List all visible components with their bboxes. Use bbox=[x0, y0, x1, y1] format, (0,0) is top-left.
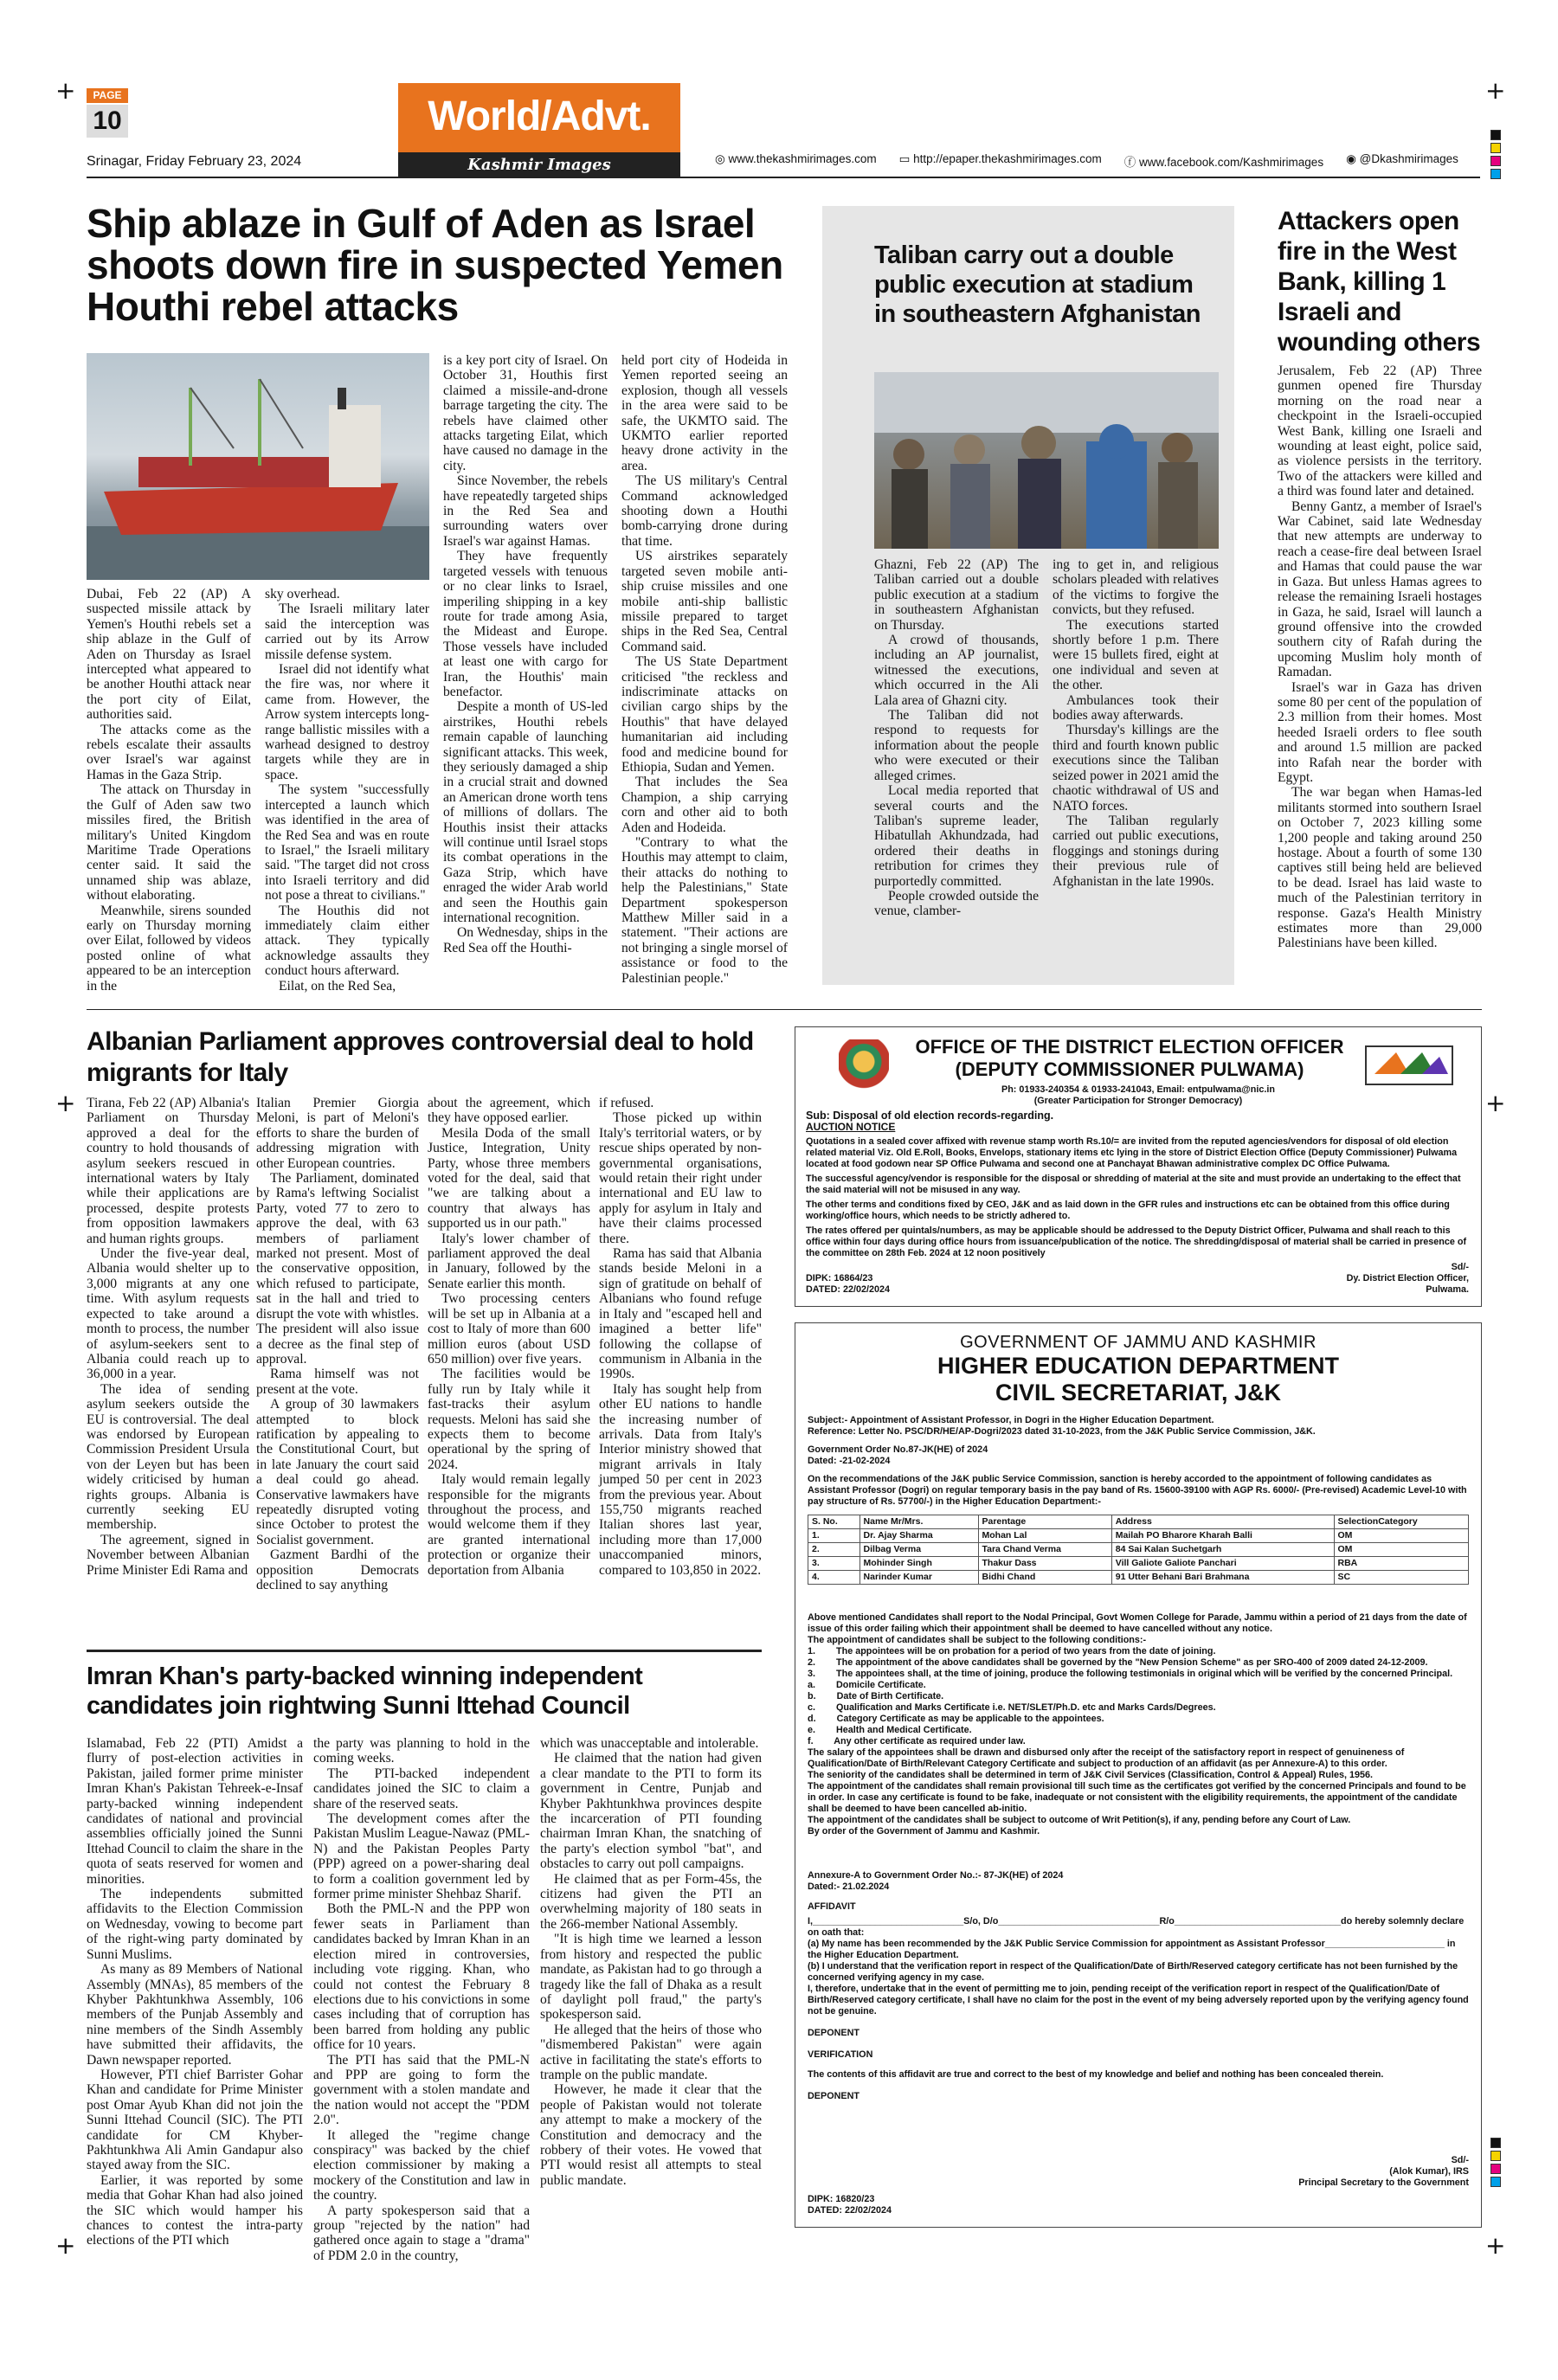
table-header: S. No. bbox=[808, 1515, 860, 1529]
epaper-link[interactable]: ▭ http://epaper.thekashmirimages.com bbox=[898, 152, 1102, 165]
crop-mark: + bbox=[1485, 1089, 1506, 1117]
story-divider bbox=[87, 1650, 762, 1652]
jk-emblem bbox=[839, 1039, 889, 1095]
albania-headline: Albanian Parliament approves controversial deal to hold migrants for Italy bbox=[87, 1027, 754, 1087]
table-header-row bbox=[808, 1515, 1469, 1529]
paper-name-bar bbox=[398, 152, 680, 178]
imran-col-3: which was unacceptable and intolerable. He claimed that the nation had given a clear mandate to the PTI to form its government in Centre, Punjab and Khyber Pakhtunkhwa provinces despite the incarceration of PTI founding chairman Imran Khan, the snatching of the party's election symbol "bat", and obstacles to carry out poll campaigns. He claimed that as per Form-45s, the citizens had given the PTI an overwhelming majority of 180 seats in the 266-member National Assembly. "It is high time we learned a lesson from history and respected the public mandate, as Pakistan had to go through a tragedy like the fall of Dhaka as a result of daylight poll fraud," the party's spokesperson said. He alleged that the heirs of those who "dismembered Pakistan" were again active in facilitating the state's efforts to trample on the public mandate. However, he made it clear that the people of Pakistan would not tolerate any attempt to make a mockery of the Constitution and democracy and the robbery of their votes. He vowed that PTI would resist all attempts to steal public mandate. bbox=[540, 1736, 762, 2188]
section-divider bbox=[87, 1009, 1482, 1010]
affidavit-title: AFFIDAVIT bbox=[808, 1901, 856, 1912]
facebook-icon: ⓕ bbox=[1123, 156, 1139, 169]
eci-logo bbox=[1362, 1039, 1457, 1091]
ad2-sd: Sd/- bbox=[1451, 2155, 1469, 2165]
masthead-rule bbox=[87, 177, 1480, 178]
ad2-secretariat: CIVIL SECRETARIAT, J&K bbox=[995, 1380, 1282, 1405]
ad2-dipk: DIPK: 16820/23 bbox=[808, 2194, 875, 2204]
ship-col-2: sky overhead. The Israeli military later said the interception was carried out by its Arrow missile defense system. Israel did not identify what the fire was, nor where it came from. However, the Arrow system intercepts long-range ballistic missiles with a warhead designed to destroy targets while they are in space. The system "successfully intercepted a launch which was identified in the area of the Red Sea and was en route to Israel," the Israeli military said. "The target did not cross into Israeli territory and did not pose a threat to civilians." The Houthis did not immediately claim either attack. They typically acknowledge assaults they conduct hours afterward. Eilat, on the Red Sea, bbox=[265, 587, 429, 994]
table-row: 3. Mohinder Singh Thakur Dass Vill Galiote Galiote Panchari RBA bbox=[808, 1557, 1469, 1571]
election-office-para: The successful agency/vendor is responsible for the disposal or shredding of material at the site and must provide an undertaking to the effect that the said material will not be misused in any way. bbox=[806, 1174, 1461, 1195]
imran-headline: Imran Khan's party-backed winning independent candidates join rightwing Sunni Ittehad Council bbox=[87, 1663, 643, 1720]
table-header: Address bbox=[1111, 1515, 1334, 1529]
crop-mark: + bbox=[1485, 76, 1506, 105]
albania-col-4: if refused. Those picked up within Italy's territorial waters, or by rescue ships operated by non-governmental organisations, would retain their right under international and EU law to apply for asylum in Italy and have their claims processed there. Rama has said that Albania stands beside Meloni in a sign of gratitude on behalf of Albanians who found refuge in Italy and "escaped hell and imagined a better life" following the collapse of communism in Albania in the 1990s. Italy has sought help from other EU nations to handle the increasing number of arrivals. Data from Italy's Interior ministry showed that migrant arrivals in Italy jumped 50 per cent in 2023 from the previous year. About 155,750 migrants reached Italian shores last year, including more than 17,000 unaccompanied minors, compared to 103,850 in 2022. bbox=[599, 1096, 762, 1578]
ad2-signer-title: Principal Secretary to the Government bbox=[1298, 2177, 1469, 2188]
taliban-col-2: ing to get in, and religious scholars pleaded with relatives of the victims to forgive the convicts, but they refused. The executions started shortly before 1 p.m. There were 15 bullets fired, eight at one individual and seven at the other. Ambulances took their bodies away afterwards. Thursday's killings are the third and fourth known public executions since the Taliban seized power in 2021 amid the chaotic withdrawal of US and NATO forces. The Taliban regularly carried out public executions, floggings and stonings during their previous rule of Afghanistan in the late 1990s. bbox=[1053, 557, 1219, 889]
twitter-link[interactable]: ◉ @Dkashmirimages bbox=[1346, 152, 1458, 165]
election-office-para: The other terms and conditions fixed by CEO, J&K and as laid down in the GFR rules and instructions etc can be obtained from this office during working/office hours, which needs to be strictly adhered to. bbox=[806, 1200, 1450, 1221]
dateline: Srinagar, Friday February 23, 2024 bbox=[87, 154, 302, 169]
election-office-subject: Sub: Disposal of old election records-regarding. bbox=[806, 1110, 1054, 1122]
annexure-date: Dated:- 21.02.2024 bbox=[808, 1881, 890, 1892]
albania-col-1: Tirana, Feb 22 (AP) Albania's Parliament on Thursday approved a deal for the country to hold thousands of asylum seekers rescued in international waters by Italy while their applications are processed, despite protests from opposition lawmakers and human rights groups. Under the five-year deal, Albania would shelter up to 3,000 migrants at any one time. With asylum requests expected to take around a month to process, the number of asylum-seekers sent to Albania could reach up to 36,000 in a year. The idea of sending asylum seekers outside the EU is controversial. The deal was endorsed by European Commission President Ursula von der Leyen but has been widely criticised by human rights groups. Albania is currently seeking EU membership. The agreement, signed in November between Albanian Prime Minister Edi Rama and bbox=[87, 1096, 249, 1578]
affidavit-text: I,_____________________________S/o, D/o_______________________________R/o________________________________do hereby solemnly declare on oath that: (a) My name has been recommended by the J&K Public Service Commission for appointment as Assistant Professor_______________________ in the Higher Education Department. (b) I understand that the verification report in respect of the Qualification/Date of Birth/Reserved category certificate has not been furnished by the concerned verifying agency in my case. I, therefore, undertake that in the event of permitting me to join, pending receipt of the verification report in respect of the Qualification/Date of Birth/Reserved category certificate, I shall have no claim for the post in the event of my being adversely reported upon by the verifying agency found not be genuine. bbox=[808, 1916, 1469, 2017]
ship-col-1: Dubai, Feb 22 (AP) A suspected missile attack by Yemen's Houthi rebels set a ship ablaze in the Gulf of Aden on Thursday as Israel intercepted what appeared to be another Houthi attack near the port city of Eilat, authorities said. The attacks come as the rebels escalate their assaults over Israel's war against Hamas in the Gaza Strip. The attack on Thursday in the Gulf of Aden saw two missiles fired, the British military's United Kingdom Maritime Trade Operations center said. It said the unnamed ship was ablaze, without elaborating. Meanwhile, sirens sounded early on Thursday morning over Eilat, followed by videos posted online of what appeared to be an interception in the bbox=[87, 587, 251, 994]
taliban-col-1: Ghazni, Feb 22 (AP) The Taliban carried out a double public execution at a stadium in southeastern Afghanistan on Thursday. A crowd of thousands, including an AP journalist, witnessed the executions, which occurred in the Ali Lala area of Ghazni city. The Taliban did not respond to requests for information about the people who were executed or their alleged crimes. Local media reported that several courts and the Taliban's supreme leader, Hibatullah Akhundzada, had ordered their deaths in retribution for crimes they purportedly committed. People crowded outside the venue, clamber- bbox=[874, 557, 1039, 919]
candidates-table bbox=[808, 1515, 1469, 1585]
ship-illustration bbox=[87, 353, 429, 580]
table-row: 2. Dilbag Verma Tara Chand Verma 84 Sai Kalan Suchetgarh OM bbox=[808, 1543, 1469, 1557]
paper-name: Kashmir Images bbox=[467, 156, 611, 174]
annexure-label: Annexure-A to Government Order No.:- 87-JK(HE) of 2024 bbox=[808, 1870, 1064, 1881]
crop-mark: + bbox=[55, 2231, 76, 2260]
ad2-order-date: Dated: -21-02-2024 bbox=[808, 1456, 891, 1466]
election-office-place: Pulwama. bbox=[1426, 1284, 1469, 1295]
table-row: 1. Dr. Ajay Sharma Mohan Lal Mailah PO Bharore Kharah Balli OM bbox=[808, 1529, 1469, 1543]
taliban-headline: Taliban carry out a double public execution at stadium in southeastern Afghanistan bbox=[874, 241, 1201, 328]
imran-col-1: Islamabad, Feb 22 (PTI) Amidst a flurry of post-election activities in Pakistan, jailed former prime minister Imran Khan's Pakistan Tehreek-e-Insaf party-backed winning independent candidates of national and provincial assemblies officially joined the Sunni Ittehad Council to claim the share in the quota of seats reserved for women and minorities. The independents submitted affidavits to the Election Commission on Wednesday, vowing to become part of the right-wing party dominated by Sunni Muslims. As many as 89 Members of National Assembly (MNAs), 85 members of the Khyber Pakhtunkhwa Assembly, 106 members of the Punjab Assembly and nine members of the Sindh Assembly have submitted their affidavits, the Dawn newspaper reported. However, PTI chief Barrister Gohar Khan and candidate for Prime Minister post Omar Ayub Khan did not join the Sunni Ittehad Council (SIC). The PTI candidate for CM Khyber-Pakhtunkhwa Ali Amin Gandapur also stayed away from the SIC. Earlier, it was reported by some media that Gohar Khan had also joined the SIC which would hamper his chances to contest the intra-party elections of the PTI which bbox=[87, 1736, 303, 2248]
verification-label: VERIFICATION bbox=[808, 2049, 873, 2060]
ship-col-3: is a key port city of Israel. On October 31, Houthis first claimed a missile-and-drone barrage targeting the city. The rebels have claimed other attacks targeting Eilat, which have caused no damage in the city. Since November, the rebels have repeatedly targeted ships in the Red Sea and surrounding waters over Israel's war against Hamas. They have frequently targeted vessels with tenuous or no clear links to Israel, imperiling shipping in a key route for trade among Asia, the Mideast and Europe. Those vessels have included at least one with cargo for Iran, the Houthis' main benefactor. Despite a month of US-led airstrikes, Houthi rebels remain capable of launching significant attacks. This week, they seriously damaged a ship in a crucial strait and downed an American drone worth tens of millions of dollars. The Houthis insist their attacks will continue until Israel stops its combat operations in the Gaza Strip, which have enraged the wider Arab world and seen the Houthis gain international recognition. On Wednesday, ships in the Red Sea off the Houthi- bbox=[443, 353, 608, 955]
election-office-tagline: (Greater Participation for Stronger Democracy) bbox=[1033, 1096, 1243, 1106]
ad2-subject: Subject:- Appointment of Assistant Professor, in Dogri in the Higher Education Department. bbox=[808, 1415, 1214, 1425]
ad2-signer: (Alok Kumar), IRS bbox=[1389, 2166, 1469, 2177]
table-header: Parentage bbox=[978, 1515, 1111, 1529]
ship-col-4: held port city of Hodeida in Yemen reported seeing an explosion, though all vessels in the area were said to be safe, the UKMTO said. The UKMTO earlier reported heavy drone activity in the area. The US military's Central Command acknowledged shooting down a Houthi bomb-carrying drone during that time. US airstrikes separately targeted seven mobile anti-ship cruise missiles and one mobile anti-ship ballistic missile prepared to target ships in the Red Sea, Central Command said. The US State Department criticised "the reckless and indiscriminate attacks on civilian cargo ships by the Houthis" that have delayed humanitarian aid including food and medicine bound for Ethiopia, Sudan and Yemen. That includes the Sea Champion, a ship carrying corn and other aid to both Aden and Hodeida. "Contrary to what the Houthis may attempt to claim, their attacks do nothing to help the Palestinians," State Department spokesperson Matthew Miller said in a statement. "Their actions are not bringing a single morsel of assistance or food to the Palestinian people." bbox=[621, 353, 788, 986]
crop-mark: + bbox=[55, 76, 76, 105]
twitter-icon: ◉ bbox=[1346, 152, 1360, 165]
imran-col-2: the party was planning to hold in the coming weeks. The PTI-backed independent candidates joined the SIC to claim a share of the reserved seats. The development comes after the Pakistan Muslim League-Nawaz (PML-N) and the Pakistan Peoples Party (PPP) agreed on a power-sharing deal to form a coalition government led by former prime minister Shehbaz Sharif. Both the PML-N and the PPP won fewer seats in Parliament than candidates backed by Imran Khan in an election mired in controversies, including vote rigging. Khan, who could not contest the February 8 elections due to his convictions in some cases including that of corruption has been barred from holding any public office for 10 years. The PTI has said that the PML-N and PPP are going to form the government with a stolen mandate and the nation would not accept the "PDM 2.0". It alleged the "regime change conspiracy" was backed by the chief election commissioner by making a mockery of the Constitution and law in the country. A party spokesperson said that a group "rejected by the nation" had gathered once again to stage a "drama" of PDM 2.0 in the country, bbox=[313, 1736, 530, 2263]
crop-mark: + bbox=[1485, 2231, 1506, 2260]
web-link[interactable]: ◎ www.thekashmirimages.com bbox=[715, 152, 877, 165]
ad2-intro: On the recommendations of the J&K public Service Commission, sanction is hereby accorded to the appointment of following candidates as Assistant Professor (Dogri) on regular temporary basis in the pay band of Rs. 15600-39100 with AGP Rs. 6000/- (Pre-revised) Academic Level-10 with pay structure of Rs. 57700/-) in the Higher Education Department:- bbox=[808, 1474, 1467, 1507]
crowd-illustration bbox=[874, 372, 1219, 549]
ad2-order-number: Government Order No.87-JK(HE) of 2024 bbox=[808, 1444, 988, 1455]
albania-col-3: about the agreement, which they have opposed earlier. Mesila Doda of the small Justice, Integration, Unity Party, whose three members voted for the deal, said that "we are talking about a country that always has supported us in our path." Italy's lower chamber of parliament approved the deal in January, followed by the Senate earlier this month. Two processing centers will be set up in Albania at a cost to Italy of more than 600 million euros (about USD 650 million) over five years. The facilities would be fully run by Italy while it fast-tracks their asylum requests. Meloni has said she expects them to become operational by the spring of 2024. Italy would remain legally responsible for the migrants throughout the process, and would welcome them if they are granted international protection or organize their deportation from Albania bbox=[428, 1096, 590, 1578]
westbank-col-1: Jerusalem, Feb 22 (AP) Three gunmen opened fire Thursday morning on the road near a checkpoint in the Israeli-occupied West Bank, killing one Israeli and wounding at least eight, police said, as violence persists in the territory. Two of the attackers were killed and a third was found later and detained. Benny Gantz, a member of Israel's War Cabinet, said late Wednesday that new attempts are underway to reach a cease-fire deal between Israel and Hamas that could pause the war in Gaza. But unless Hamas agrees to release the remaining Israeli hostages in Gaza, he said, Israel will launch a ground offensive into the crowded southern city of Rafah during the upcoming Muslim holy month of Ramadan. Israel's war in Gaza has driven some 80 per cent of the population of 2.3 million from their homes. Most heeded Israeli orders to flee south and around 1.5 million are packed into Rafah near the border with Egypt. The war began when Hamas-led militants stormed into southern Israel on October 7, 2023 killing some 1,200 people and taking around 250 hostage. About a fourth of some 130 captives still being held are believed to be dead. Israel has laid waste to much of the Palestinian territory in response. Gaza's Health Ministry estimates more than 29,000 Palestinians have been killed. bbox=[1278, 363, 1482, 951]
ad2-reference: Reference: Letter No. PSC/DR/HE/AP-Dogri/2023 dated 31-10-2023, from the J&K Public Service Commission, J&K. bbox=[808, 1426, 1316, 1437]
westbank-headline: Attackers open fire in the West Bank, killing 1 Israeli and wounding others bbox=[1278, 207, 1481, 357]
election-office-signer: Dy. District Election Officer, bbox=[1346, 1273, 1469, 1283]
auction-notice-label: AUCTION NOTICE bbox=[806, 1121, 896, 1133]
election-office-dated: DATED: 22/02/2024 bbox=[806, 1284, 891, 1295]
higher-education-ad bbox=[795, 1322, 1482, 2228]
albania-col-2: Italian Premier Giorgia Meloni, is part of Meloni's efforts to share the burden of addressing migration with other European countries. The Parliament, dominated by Rama's leftwing Socialist Party, voted 77 to zero to approve the deal, with 63 members of parliament marked not present. Most of the conservative opposition, which refused to participate, sat in the hall and tried to disrupt the vote with whistles. The president will also issue a decree as the final step of approval. Rama himself was not present at the vote. A group of 30 lawmakers attempted to block ratification by appealing to the Constitutional Court, but in late January the court said a deal could go ahead. Conservative lawmakers have repeatedly disrupted voting since October to protest the Socialist government. Gazment Bardhi of the opposition Democrats declined to say anything bbox=[256, 1096, 419, 1592]
table-header: SelectionCategory bbox=[1334, 1515, 1468, 1529]
election-office-sd: Sd/- bbox=[1451, 1262, 1469, 1272]
crop-mark: + bbox=[55, 1089, 76, 1117]
facebook-link[interactable]: ⓕ www.facebook.com/Kashmirimages bbox=[1123, 156, 1324, 169]
verification-text: The contents of this affidavit are true and correct to the best of my knowledge and belief and nothing has been concealed therein. bbox=[808, 2069, 1384, 2080]
page-number: 10 bbox=[87, 105, 128, 138]
color-bar bbox=[1490, 130, 1501, 182]
election-office-subtitle: (DEPUTY COMMISSIONER PULWAMA) bbox=[955, 1058, 1304, 1080]
election-office-ad bbox=[795, 1026, 1482, 1307]
deponent-label: DEPONENT bbox=[808, 2091, 859, 2101]
ad2-gov: GOVERNMENT OF JAMMU AND KASHMIR bbox=[960, 1333, 1317, 1352]
election-office-dipk: DIPK: 16864/23 bbox=[806, 1273, 873, 1283]
ad2-dept: HIGHER EDUCATION DEPARTMENT bbox=[937, 1353, 1339, 1379]
table-header: Name Mr/Mrs. bbox=[859, 1515, 978, 1529]
election-office-title: OFFICE OF THE DISTRICT ELECTION OFFICER bbox=[915, 1036, 1344, 1058]
table-row: 4. Narinder Kumar Bidhi Chand 91 Utter Behani Bari Brahmana SC bbox=[808, 1571, 1469, 1585]
ship-photo bbox=[87, 353, 429, 580]
taliban-photo bbox=[874, 372, 1219, 549]
ship-headline: Ship ablaze in Gulf of Aden as Israel shoots down fire in suspected Yemen Houthi rebel attacks bbox=[87, 201, 783, 329]
ad2-body: Above mentioned Candidates shall report to the Nodal Principal, Govt Women College for Parade, Jammu within a period of 21 days from the date of issue of this order failing which their appointment shall be deemed to have cancelled without any notice. The appointment of candidates shall be subject to the following conditions:- 1. The appointees will be on probation for a period of two years from the date of joining. 2. The appointment of the above candidates shall be governed by the "New Pension Scheme" as per SRO-400 of 2009 dated 24-12-2009. 3. The appointees shall, at the time of joining, produce the following testimonials in original which will be verified by the concerned Principal. a. Domicile Certificate. b. Date of Birth Certificate. c. Qualification and Marks Certificate i.e. NET/SLET/Ph.D. etc and Marks Cards/Degrees. d. Category Certificate as may be applicable to the appointees. e. Health and Medical Certificate. f. Any other certificate as required under law. The salary of the appointees shall be drawn and disbursed only after the receipt of the satisfactory report in respect of genuineness of Qualification/Date of Birth/Relevant Category Certificate and subject to production of an affidavit (as per Annexure-A) to this order. The seniority of the candidates shall be determined in term of J&K Civil Services (Classification, Control & Appeal) Rules, 1956. The appointment of the candidates shall remain provisional till such time as the certificates got verified by the concerned Principals and found to be in order. In case any certificate is found to be fake, inadequate or not consistent with the eligibility requirements, the appointment of the candidate shall be deemed to have been cancelled ab-initio. The appointment of the candidates shall be subject to outcome of Writ Petition(s), if any, pending before any Court of Law. By order of the Government of Jammu and Kashmir. bbox=[808, 1612, 1470, 1836]
election-office-contact: Ph: 01933-240354 & 01933-241043, Email: entpulwama@nic.in bbox=[1001, 1084, 1275, 1095]
section-title: World/Advt. bbox=[428, 93, 651, 139]
section-banner bbox=[398, 83, 680, 152]
ad2-dated: DATED: 22/02/2024 bbox=[808, 2205, 892, 2216]
web-links bbox=[715, 152, 1477, 170]
deponent-label: DEPONENT bbox=[808, 2028, 859, 2038]
election-office-para: Quotations in a sealed cover affixed with revenue stamp worth Rs.10/= are invited from the reputed agencies/vendors for disposal of old election related material Viz. Old E.Roll, Books, Envelops, stationary items etc lying in the store of District Election Office (Deputy Commissioner) Pulwama located at food godown near SP Office Pulwama and second one at Panchayat Bhawan administrative complex DC Office Pulwama. bbox=[806, 1136, 1458, 1169]
monitor-icon: ▭ bbox=[898, 152, 914, 165]
color-bar bbox=[1490, 2138, 1501, 2190]
election-office-para: The rates offered per quintals/numbers, as may be applicable should be addressed to the Deputy District Officer, Pulwama and shall reach to this office within four days during office hours from issuance/publication of the notice. The shredding/disposal of material shall be carried in presence of the committee on 28th Feb. 2024 at 12 noon positively bbox=[806, 1225, 1467, 1258]
globe-icon: ◎ bbox=[715, 152, 729, 165]
page-label: PAGE bbox=[87, 88, 128, 103]
